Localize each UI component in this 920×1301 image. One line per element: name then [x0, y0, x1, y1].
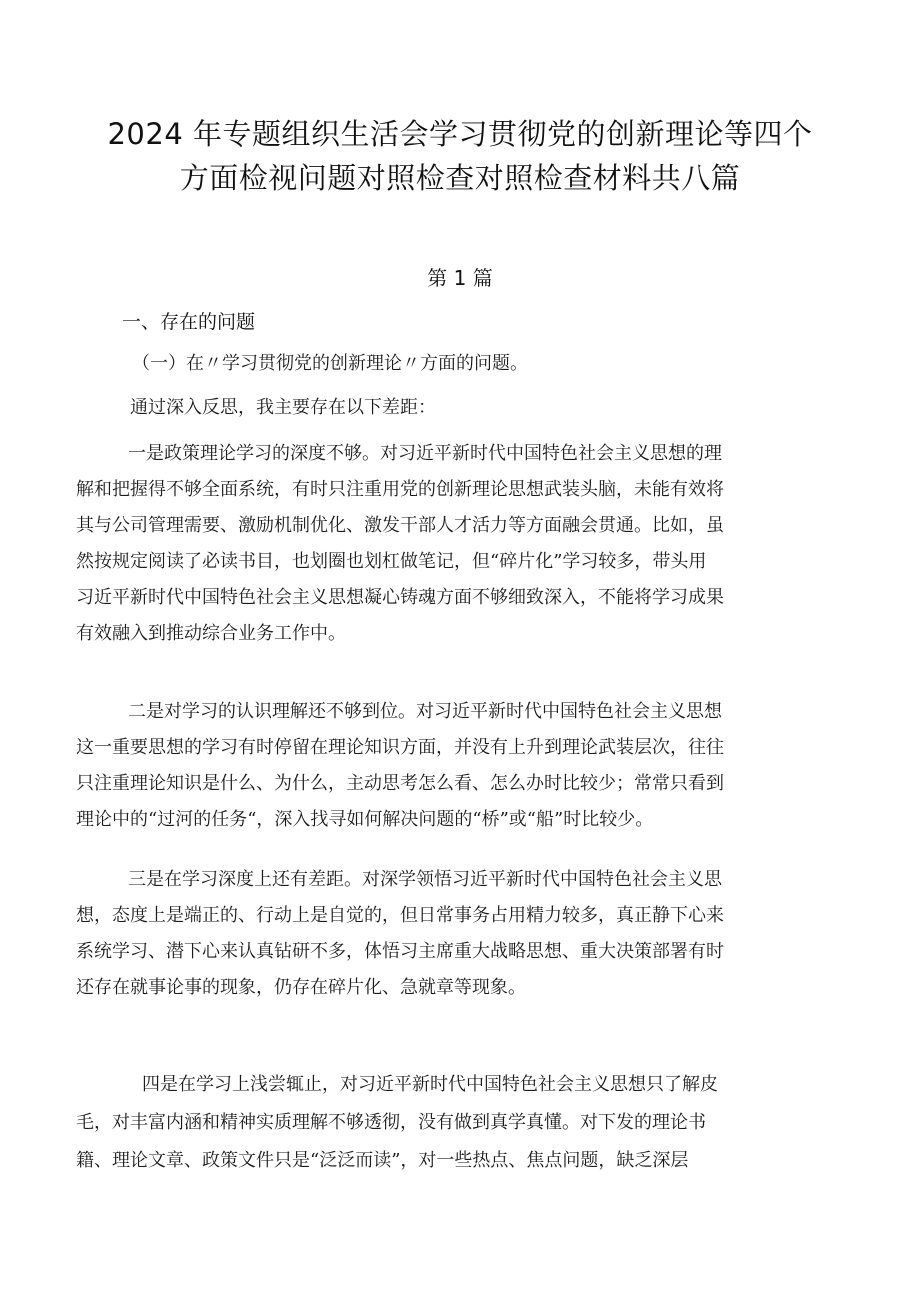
paragraph-3: [76, 862, 856, 1006]
sub-heading: （一）在〃学习贯彻党的创新理论〃方面的问题。: [132, 353, 528, 374]
paragraph-line: 籍、理论文章、政策文件只是“泛泛而读”，对一些热点、焦点问题，缺乏深层: [76, 1150, 689, 1171]
paragraph-1: [76, 436, 856, 652]
paragraph-line: 理论中的“过河的任务“，深入找寻如何解决问题的“桥”或“船”时比较少。: [76, 809, 654, 830]
paragraph-line: 然按规定阅读了必读书目，也划圈也划杠做笔记，但“碎片化”学习较多，带头用: [76, 551, 707, 572]
section-label: 第 1 篇: [427, 266, 493, 290]
paragraph-line: 系统学习、潜下心来认真钻研不多，体悟习主席重大战略思想、重大决策部署有时: [76, 941, 724, 962]
paragraph-line: 只注重理论知识是什么、为什么，主动思考怎么看、怎么办时比较少；常常只看到: [76, 773, 724, 794]
paragraph-2: [76, 694, 856, 838]
title-line-1: 2024 年专题组织生活会学习贯彻党的创新理论等四个: [107, 117, 813, 151]
paragraph-line: 想，态度上是端正的、行动上是自觉的，但日常事务占用精力较多，真正静下心来: [76, 905, 724, 926]
paragraph-line: 四是在学习上浅尝辄止，对习近平新时代中国特色社会主义思想只了解皮: [142, 1074, 718, 1095]
paragraph-line: 其与公司管理需要、激励机制优化、激发干部人才活力等方面融会贯通。比如，虽: [76, 515, 724, 536]
lead-sentence: 通过深入反思，我主要存在以下差距：: [130, 397, 436, 418]
paragraph-line: 有效融入到推动综合业务工作中。: [76, 623, 346, 644]
paragraph-4: [76, 1066, 856, 1180]
paragraph-line: 习近平新时代中国特色社会主义思想凝心铸魂方面不够细致深入，不能将学习成果: [76, 587, 724, 608]
paragraph-line: 还存在就事论事的现象，仍存在碎片化、急就章等现象。: [76, 977, 526, 998]
document-title: [60, 112, 860, 200]
paragraph-line: 三是在学习深度上还有差距。对深学领悟习近平新时代中国特色社会主义思: [128, 869, 722, 890]
title-line-2: 方面检视问题对照检查对照检查材料共八篇: [179, 161, 741, 195]
paragraph-line: 一是政策理论学习的深度不够。对习近平新时代中国特色社会主义思想的理: [128, 443, 722, 464]
paragraph-line: 这一重要思想的学习有时停留在理论知识方面，并没有上升到理论武装层次，往往: [76, 737, 724, 758]
paragraph-line: 毛，对丰富内涵和精神实质理解不够透彻，没有做到真学真懂。对下发的理论书: [76, 1112, 706, 1133]
paragraph-line: 二是对学习的认识理解还不够到位。对习近平新时代中国特色社会主义思想: [128, 701, 722, 722]
paragraph-line: 解和把握得不够全面系统，有时只注重用党的创新理论思想武装头脑，未能有效将: [76, 479, 724, 500]
section-heading: 一、存在的问题: [122, 311, 256, 333]
